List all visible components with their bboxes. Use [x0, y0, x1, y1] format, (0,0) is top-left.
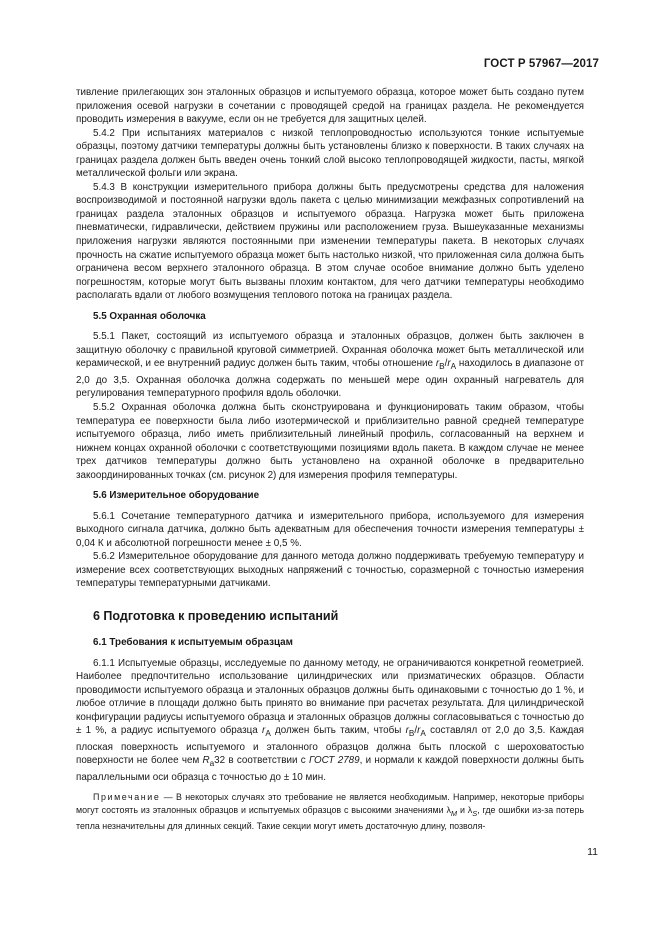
paragraph-5-6-2: 5.6.2 Измерительное оборудование для данного метода должно поддерживать требуемую температуру и измерение всех соответствующих выходных напряжений с точностью, соразмерной с точностью измерения температуры температурными датчиками.	[76, 551, 584, 590]
section-heading-5-6: 5.6 Измерительное оборудование	[93, 490, 260, 502]
document-header: ГОСТ Р 57967—2017	[483, 58, 599, 70]
paragraph-5-5-2: 5.5.2 Охранная оболочка должна быть сконструирована и функционировать таким образом, чтобы температура ее поверхности была либо изотермической и приблизительно равной средней температуре испытуемого образца, либо иметь приблизительный линейный профиль, согласованный на верхнем и нижнем концах охранной оболочки с соответствующими позициями вдоль пакета. В каждом случае не менее трех датчиков температуры должно быть установлено на охранной оболочке в предварительно закоординированных точках (см. рисунок 2) для измерения профиля температуры.	[76, 401, 584, 481]
section-heading-5-5: 5.5 Охранная оболочка	[93, 310, 206, 322]
paragraph-5-5-1: 5.5.1 Пакет, состоящий из испытуемого образца и эталонных образцов, должен быть заключен в защитную оболочку с правильной круговой симметрией. Охранная оболочка может быть металлической или керамической, и ее внутренний радиус должен быть таким, чтобы отношение $r_B/r_A$ находилось в диапазоне от 2,0 до 3,5. Охранная оболочка должна содержать по меньшей мере один охранный нагреватель для регулирования температурного профиля вдоль оболочки.	[76, 331, 584, 400]
section-heading-6-1: 6.1 Требования к испытуемым образцам	[93, 637, 293, 649]
paragraph-5-4-3: 5.4.3 В конструкции измерительного прибора должны быть предусмотрены средства для наложения воспроизводимой и постоянной нагрузки вдоль пакета с целью минимизации межфазных сопротивлений на границах раздела эталонных образцов и испытуемого образца. Нагрузка может быть приложена пневматически, гидравлически, действием пружины или расположением груза. Вышеуказанные механизмы приложения нагрузки являются постоянными при изменении температуры пакета. В некоторых случаях прочность на сжатие испытуемого образца может быть настолько низкой, что приложенная сила должна быть ограничена весом верхнего эталонного образца. В этом случае особое внимание должно быть уделено погрешностям, которые могут быть вызваны плохим контактом, для чего датчики температуры необходимо располагать вдали от любого возмущения теплового потока на границах раздела.	[76, 181, 584, 302]
document-body	[76, 86, 584, 832]
paragraph-continuation: тивление прилегающих зон эталонных образцов и испытуемого образца, которое может быть создано путем приложения осевой нагрузки в сочетании с проводящей средой на границах раздела. Не рекомендуется проводить измерения в вакууме, если он не требуется для защитных целей.	[76, 87, 584, 126]
chapter-heading-6: 6 Подготовка к проведению испытаний	[93, 609, 339, 624]
paragraph-5-4-2: 5.4.2 При испытаниях материалов с низкой теплопроводностью используются тонкие испытуемые образцы, поэтому датчики температуры должны быть установлены близко к поверхности. В таких случаях на границах раздела должен быть введен очень тонкий слой высоко теплопроводящей жидкости, пасты, мягкой металлической фольги или экрана.	[76, 127, 584, 180]
paragraph-6-1-1: 6.1.1 Испытуемые образцы, исследуемые по данному методу, не ограничиваются конкретной геометрией. Наиболее предпочтительно использование цилиндрических или призматических образцов. Области проводимости испытуемого образца и эталонных образцов должны быть одинаковыми с точностью до 1 %, и любое отличие в площади должно быть принято во внимание при расчетах результата. Для цилиндрической конфигурации радиусы испытуемого образца и эталонных образцов должны согласовываться с точностью до ± 1 %, а радиус испытуемого образца $r_A$ должен быть таким, чтобы $r_B/r_A$ составлял от 2,0 до 3,5. Каждая плоская поверхность испытуемого и эталонного образцов должна быть плоской с шероховатостью поверхности не более чем $R_a32$ в соответствии с ГОСТ 2789, и нормали к каждой поверхности должны быть параллельными оси образца с точностью до ± 10 мин.	[76, 657, 585, 783]
page-number: 11	[587, 846, 598, 858]
note-paragraph: Примечание — В некоторых случаях это требование не является необходимым. Например, некоторые приборы могут состоять из эталонных образцов и испытуемых образцов с высокими значениями $\lambda_M$ и $\lambda_S$, где ошибки из-за потерь тепла незначительны для длинных секций. Такие секции могут иметь достаточную длину, позволя-	[76, 792, 584, 831]
paragraph-5-6-1: 5.6.1 Сочетание температурного датчика и измерительного прибора, используемого для измерения выходного сигнала датчика, должно быть адекватным для обеспечения точности измерения температуры ± 0,04 К и абсолютной погрешности менее ± 0,5 %.	[76, 510, 584, 549]
